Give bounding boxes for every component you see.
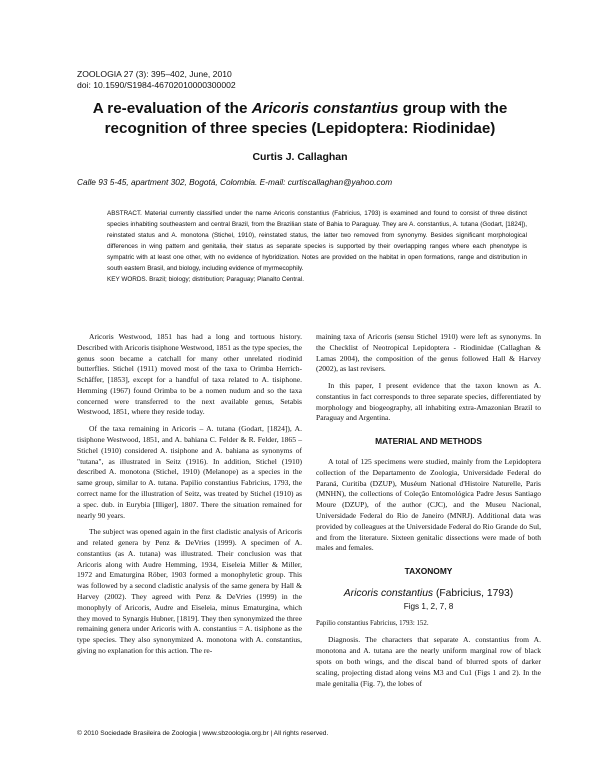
journal-header: [77, 69, 236, 91]
abstract-text: ABSTRACT. Material currently classified under the name Aricoris constantius (Fabricius, 1793) is examined and found to consist of three distinct species inhabiting southeastern and central Brazil, from the Brazilian state of Bahia to Paraguay. They are A. constantius, A. tutana (Godart, [1824]), reinstated status and A. monotona (Stichel, 1910), reinstated status, the latter two removed from synonymy. Besides significant morphological differences in wing pattern and genitalia, their status as separate species is supported by their overlapping ranges where each phenotype is sympatric with at least one other, with no evidence of hybridization. Notes are provided on the habitat in open formations, range and distribution in south eastern Brasil, and biology, including evidence of myrmecophily.: [107, 210, 527, 272]
intro-paragraph-3: The subject was opened again in the first cladistic analysis of Aricoris and related genera by Penz & DeVries (1999). A specimen of A. constantius (as A. tutana) was illustrated. Their conclusion was that Aricoris along with Audre Hemming, 1934, Eiseleia Miller & Miller, 1972 and Ematurgina Röber, 1903 formed a monophyletic group. This was followed by a second cladistic analysis of the same genera by Hall & Harvey (2002). They agreed with Penz & DeVries (1999) in the monophyly of Aricoris, Audre and Eiseleia, minus Ematurgina, which they moved to Synargis Hubner, [1819]. They then synonymized the three remaining genera under Aricoris with A. constantius = A. tisiphone as the type species. They also synonymized A. monotona with A. constantius, giving no explanation for this action. The re-: [77, 527, 302, 655]
copyright-footer: © 2010 Sociedade Brasileira de Zoologia | www.sbzoologia.org.br | All rights reserved.: [77, 730, 329, 737]
right-column: [316, 332, 541, 695]
article-title: [60, 99, 540, 139]
doi-line: doi: 10.1590/S1984-46702010000300002: [77, 80, 236, 90]
intro-paragraph-2: Of the taxa remaining in Aricoris – A. tutana (Godart, [1824]), A. tisiphone Westwood, 1851, and A. bahiana C. Felder & R. Felder, 1865 – Stichel (1910) considered A. tisiphone and A. bahiana as synonyms of "tutana", as illustrated in Seitz (1916). In addition, Stichel (1910) described A. monotona (Stichel, 1910) (Melanope) as a species in the same group, similar to A. tutana. Papilio constantius Fabricius, 1793, the correct name for the illustration of Seitz, was treated by Stichel (1910) as a spec. dub. in Eurybia [Illiger], 1807. There the situation remained for nearly 90 years.: [77, 424, 302, 520]
title-text-end: group with the recognition of three species (Lepidoptera: Riodinidae): [104, 100, 508, 137]
intro-paragraph-4: In this paper, I present evidence that the taxon known as A. constantius in fact corresponds to three separate species, differentiated by morphology and biogeography, all inhabiting extra-Amazonian Brazil to Paraguay and Argentina.: [316, 381, 541, 423]
title-italic-taxon: Aricoris constantius: [251, 100, 399, 117]
species-name: Aricoris constantius: [343, 587, 434, 599]
methods-paragraph: A total of 125 specimens were studied, mainly from the Lepidoptera collection of the Departamento de Zoologia, Universidade Federal do Paraná, Curitiba (DZUP), Muséum National d'Histoire Naturelle, Paris (MNHN), the collections of Coleção Entomológica Padre Jesus Santiago Moure (DZUP), of the author (CJC), and the Museu Nacional, Universidade Federal do Rio de Janeiro (MNRJ). Additional data was provided by colleagues at the Universidade Federal do Rio Grande do Sul, and from the literature. Sixteen genitalic dissections were made of both males and females.: [316, 457, 541, 553]
intro-continuation: maining taxa of Aricoris (sensu Stichel 1910) were left as synonyms. In the Checklist of Neotropical Lepidoptera - Riodinidae (Callaghan & Lamas 2004), the composition of the genus followed Hall & Harvey (2002), as last revisers.: [316, 332, 541, 374]
author-name: Curtis J. Callaghan: [252, 151, 348, 163]
title-text: A re-evaluation of the: [92, 100, 252, 117]
intro-paragraph-1: Aricoris Westwood, 1851 has had a long and tortuous history. Described with Aricoris tisiphone Westwood, 1851 as the type species, the genus soon became a catchall for many other unrelated riodinid butterflies. Stichel (1911) moved most of the taxa to Orimba Herrich-Schäffer, [1853], except for a handful of taxa related to A. tisiphone. Hemming (1967) found Orimba to be a nomen nudum and so the taxa concerned were transferred to the next available genus, Setabis Westwood, 1851, where they reside today.: [77, 332, 302, 417]
author-affiliation: Calle 93 5-45, apartment 302, Bogotá, Colombia. E-mail: curtiscallaghan@yahoo.com: [77, 177, 393, 187]
section-heading-taxonomy: TAXONOMY: [404, 566, 453, 577]
species-author: (Fabricius, 1793): [433, 587, 514, 599]
species-heading: [316, 587, 541, 601]
journal-citation: ZOOLOGIA 27 (3): 395–402, June, 2010: [77, 69, 232, 79]
diagnosis-paragraph: Diagnosis. The characters that separate A. constantius from A. monotona and A. tutana are the nearly uniform marginal row of black spots on both wings, and the discal band of blurred spots of darker scaling, projecting distad along veins M3 and Cu1 (Figs 1 and 2). In the male genitalia (Fig. 7), the lobes of: [316, 635, 541, 688]
abstract-block: [107, 209, 527, 286]
keywords: KEY WORDS. Brazil; biology; distribution; Paraguay; Planalto Central.: [107, 276, 304, 284]
figure-references: Figs 1, 2, 7, 8: [403, 601, 454, 611]
synonym-line: Papilio constantius Fabricius, 1793: 152.: [316, 619, 429, 627]
left-column: [77, 332, 302, 663]
section-heading-methods: MATERIAL AND METHODS: [375, 436, 482, 447]
